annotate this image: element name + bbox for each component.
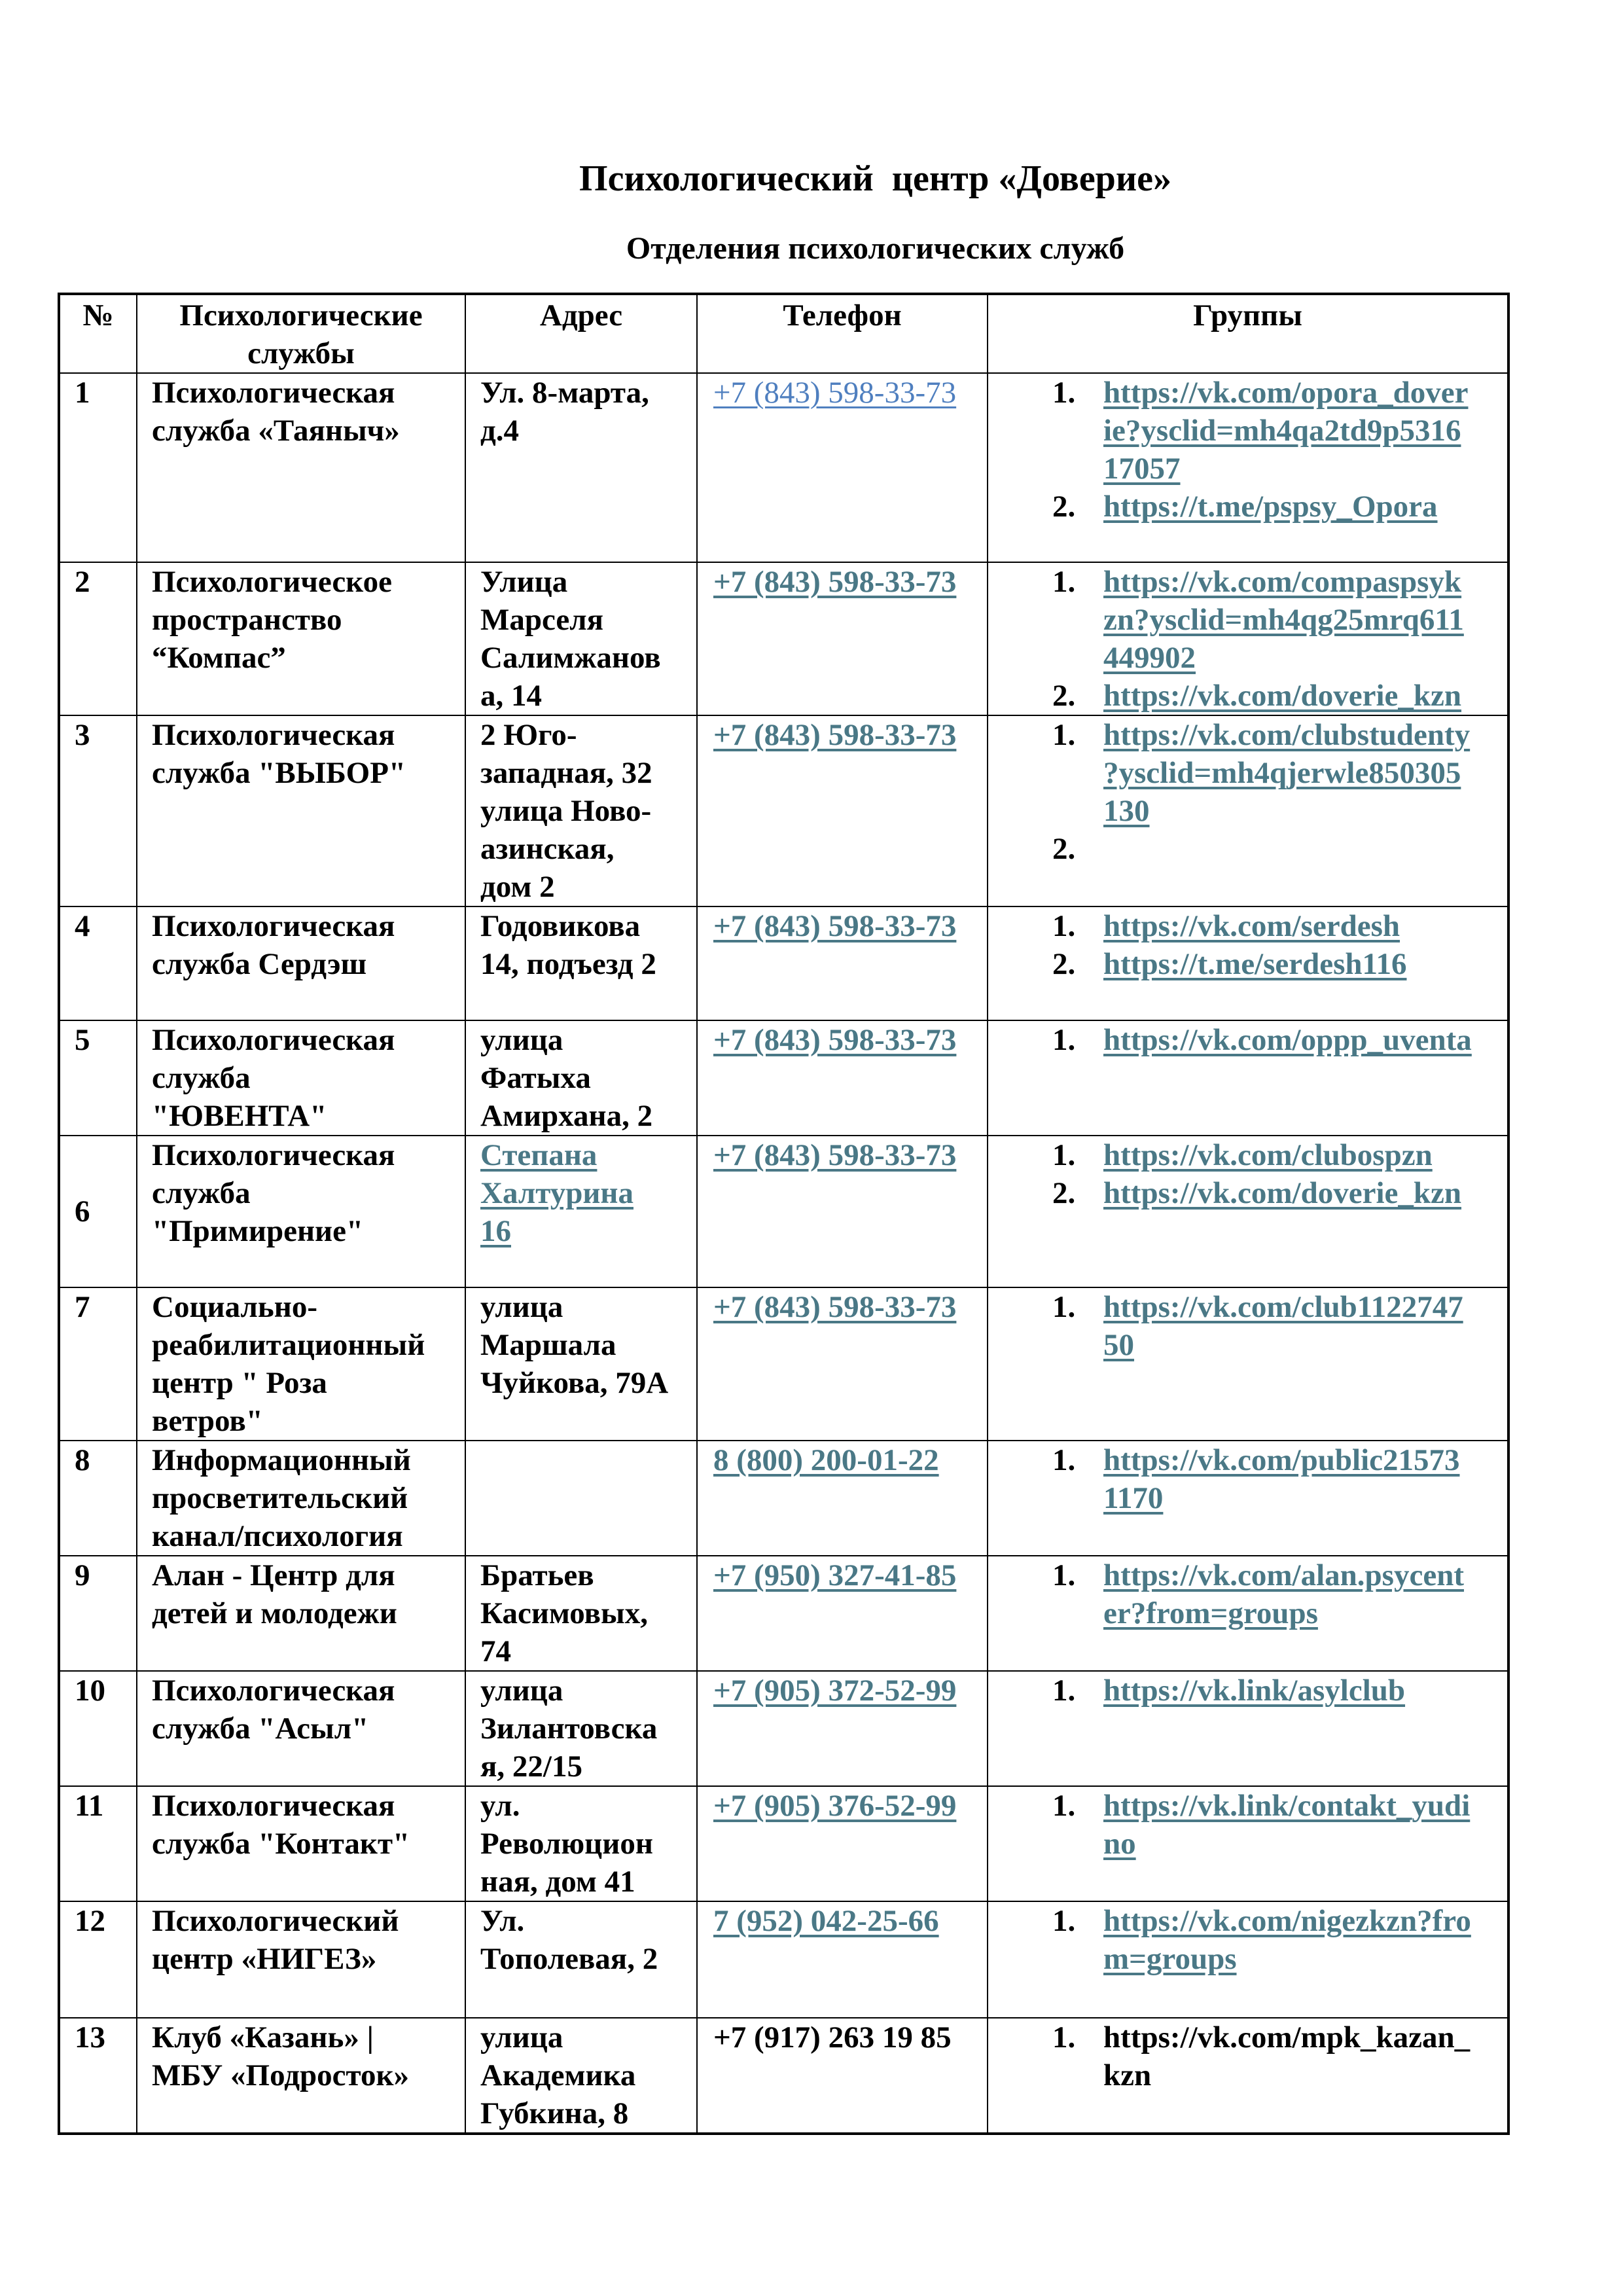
- phone-link[interactable]: +7 (905) 372-52-99: [713, 1674, 957, 1708]
- document-subtitle: Отделения психологических служб: [626, 231, 1125, 266]
- service-name: Психологическая служба Сердэш: [137, 906, 465, 1020]
- group-item: [988, 1902, 1502, 1978]
- group-index: 1.: [1052, 1674, 1076, 1708]
- service-name: Психологическая служба "Контакт": [137, 1786, 465, 1901]
- groups-list: [988, 2018, 1502, 2094]
- document-title: Психологический центр «Доверие»: [579, 158, 1171, 199]
- group-index: 2.: [1052, 679, 1076, 713]
- group-item: [988, 1174, 1502, 1212]
- column-header-address: Адрес: [465, 294, 697, 373]
- groups-list: [988, 1672, 1502, 1710]
- service-name: Психологический центр «НИГЕЗ»: [137, 1901, 465, 2018]
- group-index: 1.: [1052, 718, 1076, 752]
- phone-link[interactable]: +7 (843) 598-33-73: [713, 1023, 957, 1057]
- address-text: Братьев Касимовых, 74: [480, 1558, 648, 1668]
- group-item: [988, 716, 1502, 830]
- phone-cell: [697, 1020, 988, 1136]
- group-link[interactable]: https://t.me/pspsy_Opora: [1103, 490, 1438, 524]
- groups-list: [988, 1902, 1502, 1978]
- address-cell: [465, 1671, 697, 1786]
- groups-cell: [988, 1136, 1508, 1287]
- phone-cell: [697, 1786, 988, 1901]
- groups-cell: [988, 373, 1508, 562]
- group-item: [988, 945, 1502, 983]
- group-index: 1.: [1052, 1443, 1076, 1477]
- group-item: [988, 1288, 1502, 1364]
- column-header-phone: Телефон: [697, 294, 988, 373]
- groups-cell: [988, 1671, 1508, 1786]
- row-number: 3: [59, 715, 137, 906]
- address-text: Годовикова 14, подъезд 2: [480, 909, 656, 981]
- group-index: 2.: [1052, 947, 1076, 981]
- table-row: [59, 1786, 1508, 1901]
- group-link: [1103, 830, 1502, 868]
- groups-cell: [988, 1020, 1508, 1136]
- address-cell: [465, 1901, 697, 2018]
- row-number: 13: [59, 2018, 137, 2134]
- table-row: [59, 1671, 1508, 1786]
- phone-link[interactable]: +7 (843) 598-33-73: [713, 376, 957, 410]
- table-header-row: [59, 294, 1508, 373]
- address-text: улица Фатыха Амирхана, 2: [480, 1023, 653, 1133]
- table-row: [59, 1287, 1508, 1441]
- group-link[interactable]: https://vk.link/contakt_yudi no: [1103, 1789, 1471, 1861]
- phone-link[interactable]: +7 (843) 598-33-73: [713, 1138, 957, 1172]
- phone-cell: [697, 1287, 988, 1441]
- group-link[interactable]: https://t.me/serdesh116: [1103, 947, 1407, 981]
- address-cell: [465, 1287, 697, 1441]
- phone-text: +7 (917) 263 19 85: [713, 2020, 952, 2054]
- phone-link[interactable]: +7 (843) 598-33-73: [713, 565, 957, 599]
- groups-list: [988, 1288, 1502, 1364]
- table-row: [59, 1020, 1508, 1136]
- address-cell: [465, 906, 697, 1020]
- group-index: 1.: [1052, 909, 1076, 943]
- group-index: 1.: [1052, 1789, 1076, 1823]
- group-item: [988, 907, 1502, 945]
- groups-cell: [988, 1441, 1508, 1556]
- table-row: [59, 1901, 1508, 2018]
- phone-cell: [697, 1901, 988, 2018]
- row-number: 8: [59, 1441, 137, 1556]
- group-item: [988, 563, 1502, 677]
- table-row: [59, 906, 1508, 1020]
- address-cell: [465, 373, 697, 562]
- column-header-groups: Группы: [988, 294, 1508, 373]
- phone-link[interactable]: +7 (843) 598-33-73: [713, 718, 957, 752]
- phone-link[interactable]: +7 (843) 598-33-73: [713, 909, 957, 943]
- phone-link[interactable]: 7 (952) 042-25-66: [713, 1904, 939, 1938]
- row-number: 1: [59, 373, 137, 562]
- phone-link[interactable]: +7 (950) 327-41-85: [713, 1558, 957, 1592]
- group-item: [988, 1136, 1502, 1174]
- group-index: 2.: [1052, 832, 1076, 866]
- table-row: [59, 562, 1508, 715]
- address-text: 2 Юго- западная, 32 улица Ново- азинская, дом 2: [480, 718, 652, 904]
- group-index: 2.: [1052, 490, 1076, 524]
- service-name: Психологическая служба "ВЫБОР": [137, 715, 465, 906]
- service-name: Психологическое пространство “Компас”: [137, 562, 465, 715]
- address-text: ул. Революцион ная, дом 41: [480, 1789, 653, 1899]
- group-item: [988, 1556, 1502, 1632]
- address-cell: [465, 562, 697, 715]
- row-number: 4: [59, 906, 137, 1020]
- service-name: Информационный просветительский канал/психология: [137, 1441, 465, 1556]
- groups-list: [988, 907, 1502, 983]
- group-link[interactable]: https://vk.com/nigezkzn?fro m=groups: [1103, 1904, 1471, 1976]
- address-cell: [465, 715, 697, 906]
- services-table: [58, 293, 1510, 2135]
- group-item: [988, 1021, 1502, 1059]
- table-row: [59, 2018, 1508, 2134]
- service-name: Психологическая служба "ЮВЕНТА": [137, 1020, 465, 1136]
- phone-cell: [697, 373, 988, 562]
- group-link[interactable]: https://vk.com/club1122747 50: [1103, 1290, 1463, 1362]
- groups-list: [988, 1556, 1502, 1632]
- row-number: 9: [59, 1556, 137, 1671]
- group-link[interactable]: https://vk.com/alan.psycent er?from=groups: [1103, 1558, 1464, 1630]
- phone-cell: [697, 562, 988, 715]
- service-name: Психологическая служба «Таяныч»: [137, 373, 465, 562]
- groups-cell: [988, 1287, 1508, 1441]
- row-number: 12: [59, 1901, 137, 2018]
- group-item: [988, 2018, 1502, 2094]
- phone-cell: [697, 715, 988, 906]
- group-link[interactable]: https://vk.com/serdesh: [1103, 909, 1400, 943]
- service-name: Психологическая служба "Асыл": [137, 1671, 465, 1786]
- group-item: [988, 830, 1502, 868]
- address-text: улица Маршала Чуйкова, 79А: [480, 1290, 669, 1400]
- phone-cell: [697, 1671, 988, 1786]
- groups-list: [988, 374, 1502, 526]
- group-link[interactable]: https://vk.link/asylclub: [1103, 1674, 1406, 1708]
- column-header-number: №: [59, 294, 137, 373]
- table-row: [59, 1136, 1508, 1287]
- group-index: 1.: [1052, 1023, 1076, 1057]
- groups-cell: [988, 1901, 1508, 2018]
- table-row: [59, 373, 1508, 562]
- groups-list: [988, 1136, 1502, 1212]
- group-index: 1.: [1052, 376, 1076, 410]
- service-name: Клуб «Казань» | МБУ «Подросток»: [137, 2018, 465, 2134]
- group-link[interactable]: https://vk.com/doverie_kzn: [1103, 679, 1462, 713]
- group-index: 1.: [1052, 1904, 1076, 1938]
- group-link[interactable]: https://vk.com/clubstudenty ?ysclid=mh4qjerwle850305 130: [1103, 718, 1471, 828]
- phone-link[interactable]: 8 (800) 200-01-22: [713, 1443, 939, 1477]
- group-index: 1.: [1052, 1290, 1076, 1324]
- group-link[interactable]: https://vk.com/clubospzn: [1103, 1138, 1433, 1172]
- address-text: улица Академика Губкина, 8: [480, 2020, 636, 2130]
- address-cell: [465, 2018, 697, 2134]
- group-link[interactable]: https://vk.com/public21573 1170: [1103, 1443, 1460, 1515]
- address-text: Улица Марселя Салимжанов а, 14: [480, 565, 661, 713]
- groups-list: [988, 716, 1502, 868]
- address-text: Ул. 8-марта, д.4: [480, 376, 649, 448]
- groups-cell: [988, 1786, 1508, 1901]
- group-url-text: https://vk.com/mpk_kazan_ kzn: [1103, 2020, 1471, 2092]
- phone-cell: [697, 1441, 988, 1556]
- phone-cell: [697, 906, 988, 1020]
- address-text: улица Зилантовска я, 22/15: [480, 1674, 658, 1784]
- row-number: 10: [59, 1671, 137, 1786]
- address-text: Ул. Тополевая, 2: [480, 1904, 658, 1976]
- row-number: 11: [59, 1786, 137, 1901]
- group-index: 1.: [1052, 2020, 1076, 2054]
- group-link[interactable]: https://vk.com/opora_dover ie?ysclid=mh4qa2td9p5316 17057: [1103, 376, 1469, 486]
- table-row: [59, 1441, 1508, 1556]
- phone-cell: [697, 1136, 988, 1287]
- address-cell: [465, 1556, 697, 1671]
- group-item: [988, 1672, 1502, 1710]
- group-item: [988, 1441, 1502, 1517]
- service-name: Социально- реабилитационный центр " Роза ветров": [137, 1287, 465, 1441]
- groups-list: [988, 1441, 1502, 1517]
- group-index: 1.: [1052, 1558, 1076, 1592]
- groups-list: [988, 1021, 1502, 1059]
- row-number: 6: [59, 1136, 137, 1287]
- address-cell: [465, 1441, 697, 1556]
- service-name: Алан - Центр для детей и молодежи: [137, 1556, 465, 1671]
- phone-cell: [697, 1556, 988, 1671]
- group-link[interactable]: https://vk.com/doverie_kzn: [1103, 1176, 1462, 1210]
- groups-cell: [988, 906, 1508, 1020]
- table-row: [59, 715, 1508, 906]
- group-item: [988, 1787, 1502, 1863]
- group-item: [988, 374, 1502, 488]
- phone-cell: [697, 2018, 988, 2134]
- groups-list: [988, 563, 1502, 715]
- group-index: 1.: [1052, 1138, 1076, 1172]
- address-cell: [465, 1136, 697, 1287]
- row-number: 5: [59, 1020, 137, 1136]
- column-header-service: Психологические службы: [137, 294, 465, 373]
- groups-cell: [988, 562, 1508, 715]
- group-index: 2.: [1052, 1176, 1076, 1210]
- groups-cell: [988, 2018, 1508, 2134]
- table-row: [59, 1556, 1508, 1671]
- row-number: 2: [59, 562, 137, 715]
- address-cell: [465, 1786, 697, 1901]
- groups-cell: [988, 715, 1508, 906]
- group-link[interactable]: https://vk.com/compaspsyk zn?ysclid=mh4qg25mrq611 449902: [1103, 565, 1464, 675]
- phone-link[interactable]: +7 (843) 598-33-73: [713, 1290, 957, 1324]
- row-number: 7: [59, 1287, 137, 1441]
- group-item: [988, 677, 1502, 715]
- group-item: [988, 488, 1502, 526]
- address-cell: [465, 1020, 697, 1136]
- groups-list: [988, 1787, 1502, 1863]
- phone-link[interactable]: +7 (905) 376-52-99: [713, 1789, 957, 1823]
- group-link[interactable]: https://vk.com/oppp_uventa: [1103, 1023, 1472, 1057]
- group-index: 1.: [1052, 565, 1076, 599]
- address-link[interactable]: Степана Халтурина 16: [480, 1138, 633, 1248]
- groups-cell: [988, 1556, 1508, 1671]
- service-name: Психологическая служба "Примирение": [137, 1136, 465, 1287]
